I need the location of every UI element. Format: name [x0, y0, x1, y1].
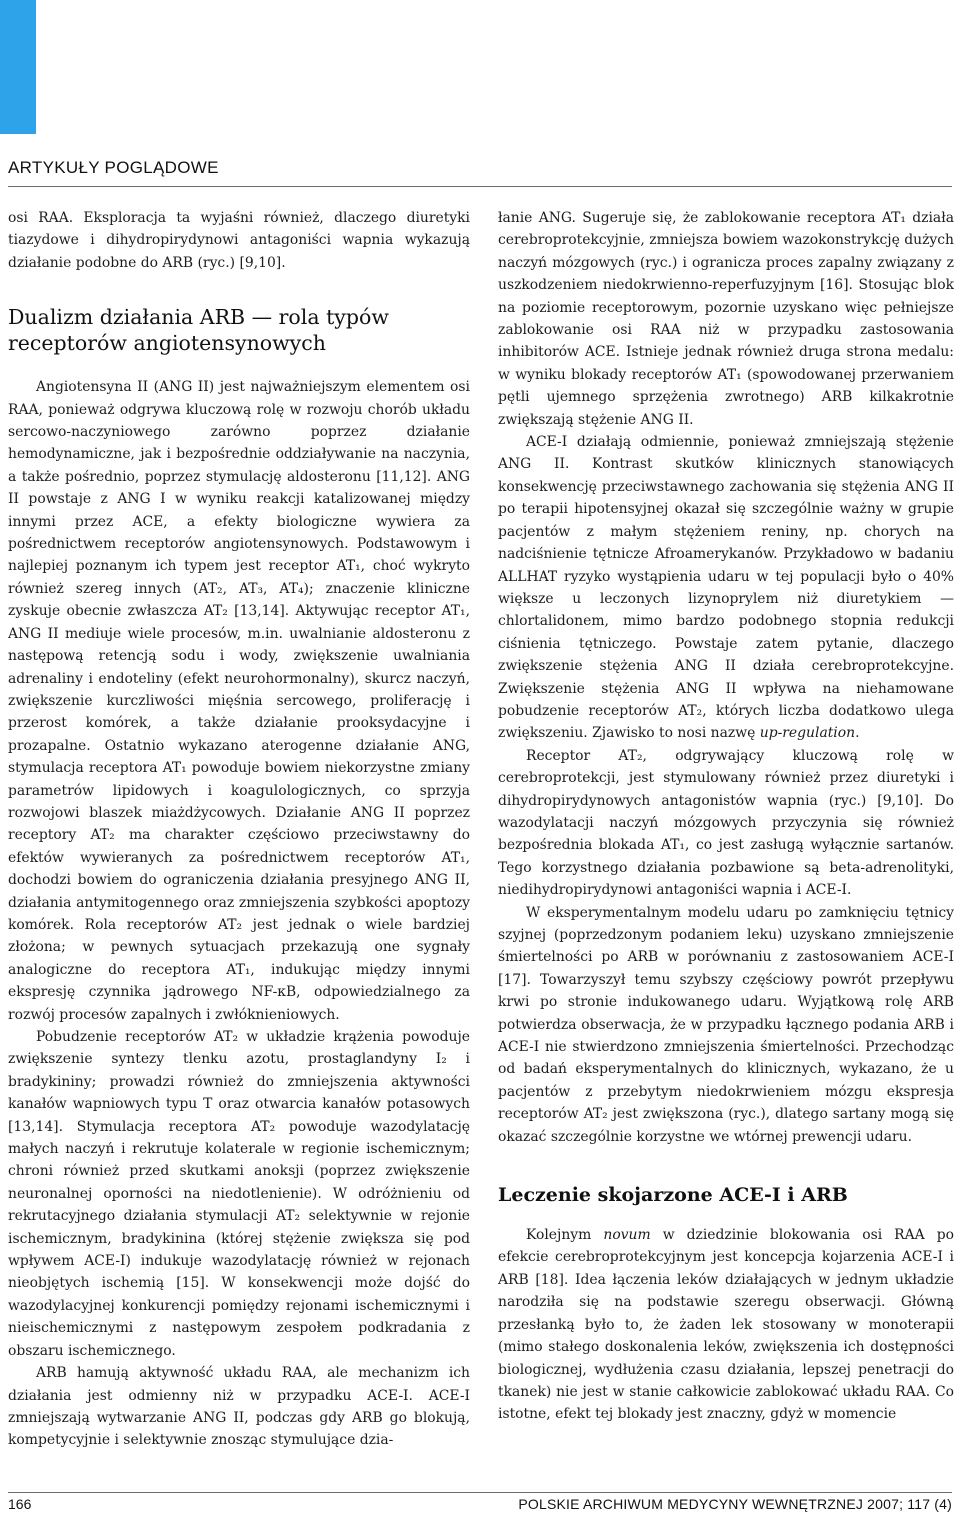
paragraph: ARB hamują aktywność układu RAA, ale mechanizm ich działania jest odmienny niż w przypadku ACE-I. ACE-I zmniejszają wytwarzanie ANG II, podczas gdy ARB go blokują, kompetycyjnie i selektywnie znosząc stymulujące dzia- — [8, 1365, 470, 1449]
footer-rule — [8, 1492, 952, 1493]
paragraph: Receptor AT₂, odgrywający kluczową rolę w cerebroprotekcji, jest stymulowany również przez diuretyki i dihydropirydynowych antagonistów wapnia (ryc.) [9,10]. Do wazodylatacji naczyń mózgowych przyczynia się również bezpośrednia blokada AT₁, co jest zasługą wyłącznie sartanów. Tego korzystnego działania pozbawione są beta-adrenolityki, niedihydropirydynowi antagoniści wapnia i ACE-I. — [498, 747, 954, 899]
header-rule — [8, 186, 952, 187]
paragraph: Angiotensyna II (ANG II) jest najważniejszym elementem osi RAA, ponieważ odgrywa kluczową rolę w rozwoju chorób układu sercowo-naczyniowego zarówno poprzez działanie hemodynamiczne, jak i bezpośrednie oddziaływanie na naczynia, a także pośrednio, poprzez stymulację aldosteronu [11,12]. ANG II powstaje z ANG I w wyniku reakcji katalizowanej między innymi przez ACE, a efekty biologiczne wywiera za pośrednictwem receptorów angiotensynowych. Podstawowym i najlepiej poznanym ich typem jest receptor AT₁, choć wykryto również szereg innych (AT₂, AT₃, AT₄); znaczenie kliniczne zyskuje obecnie zwłaszcza AT₂ [13,14]. Aktywując receptor AT₁, ANG II mediuje wiele procesów, m.in. uwalnianie aldosteronu z następową retencją sodu i wody, zwiększenie uwalniania adrenaliny i endoteliny (efekt neurohormonalny), skurcz naczyń, zwiększenie kurczliwości mięśnia sercowego, proliferację i przerost komórek, a także działanie prooksydacyjne i prozapalne. Ostatnio wykazano aterogenne działanie ANG, stymulacja receptora AT₁ powoduje bowiem niekorzystne zmiany parametrów lipidowych i koagulologicznych, co sprzyja rozwojowi blaszek miażdżycowych. Działanie ANG II poprzez receptory AT₂ ma charakter częściowo przeciwstawny do efektów wywieranych za pośrednictwem receptorów AT₁, dochodzi bowiem do ograniczenia działania presyjnego ANG II, działania antymitogennego oraz zmniejszenia szybkości apoptozy komórek. Rola receptorów AT₂ jest jednak o wiele bardziej złożona; w pewnych sytuacjach przekazują one sygnały analogiczne do receptora AT₁, indukując między innymi ekspresję czynnika jądrowego NF-κB, odpowiedzialnego za rozwój procesów zapalnych i zwłóknieniowych. — [8, 379, 470, 1023]
paragraph-end: . — [855, 725, 860, 742]
term-italic: novum — [603, 1227, 651, 1244]
paragraph: W eksperymentalnym modelu udaru po zamknięciu tętnicy szyjnej (poprzedzonym podaniem leku) uzyskano zmniejszenie śmiertelności po ARB w porównaniu z zastosowaniem ACE-I [17]. Towarzyszył temu szybszy częściowy powrót przepływu krwi po stronie indukowanego udaru. Wyjątkową rolę ARB potwierdza obserwacja, że w przypadku łącznego podania ARB i ACE-I nie stwierdzono zmniejszenia śmiertelności. Przechodząc od badań eksperymentalnych do klinicznych, wykazano, że u pacjentów z przebytym niedokrwieniem mózgu ekspresja receptorów AT₂ jest zwiększona (ryc.), dlatego sartany mogą się okazać szczególnie korzystne we wtórnej prewencji udaru. — [498, 904, 954, 1145]
section-heading: Leczenie skojarzone ACE-I i ARB — [498, 1184, 848, 1207]
paragraph — [498, 431, 954, 745]
paragraph-text: w dziedzinie blokowania osi RAA po efekcie cerebroprotekcyjnym jest koncepcja kojarzenia ACE-I i ARB [18]. Idea łączenia leków działających w jednym układzie narodziła się na podstawie szeregu obserwacji. Główną przesłanką było to, że żaden lek stosowany w monoterapii (mimo stałego doskonalenia leków, zwiększenia ich dostępności biologicznej, wydłużenia czasu działania, lepszej penetracji do tkanek) nie jest w stanie całkowicie zablokować układu RAA. Co istotne, efekt tej blokady jest znaczny, gdyż w momencie — [498, 1227, 954, 1423]
journal-citation: POLSKIE ARCHIWUM MEDYCYNY WEWNĘTRZNEJ 2007; 117 (4) — [518, 1496, 952, 1512]
paragraph-text: ACE-I działają odmiennie, ponieważ zmniejszają stężenie ANG II. Kontrast skutków klinicznych stanowiących konsekwencję przeciwstawnego zachowania się stężenia ANG II po terapii hipotensyjnej okazał się szczególnie ważny w grupie pacjentów z małym stężeniem reniny, np. chorych na nadciśnienie tętnicze Afroamerykanów. Przykładowo w badaniu ALLHAT ryzyko wystąpienia udaru w tej populacji było o 40% większe u leczonych lizynoprylem niż diuretykiem — chlortalidonem, mimo bardzo podobnego stopnia redukcji ciśnienia tętniczego. Powstaje zatem pytanie, dlaczego zwiększenie stężenia ANG II działa cerebroprotekcyjne. Zwiększenie stężenia ANG II wpływa na niehamowane pobudzenie receptorów AT₂, których liczba dodatkowo ulega zwiększeniu. Zjawisko to nosi nazwę — [498, 434, 954, 742]
section-heading: Dualizm działania ARB — rola typów receptorów angiotensynowych — [8, 305, 389, 356]
section-label: ARTYKUŁY POGLĄDOWE — [8, 158, 219, 177]
paragraph: Pobudzenie receptorów AT₂ w układzie krążenia powoduje zwiększenie syntezy tlenku azotu, prostaglandyny I₂ i bradykininy; prowadzi również do zmniejszenia aktywności kanałów wapniowych typu T oraz otwarcia kanałów potasowych [13,14]. Stymulacja receptora AT₂ powoduje wazodylatację małych naczyń i rekrutuje kolaterale w regionie ischemicznym; chroni również przed skutkami anoksji (poprzez zwiększenie neuronalnej oporności na niedotlenienie). W odróżnieniu od rekrutacyjnego działania stymulacji AT₂ selektywnie w rejonie ischemicznym, bradykinina (której stężenie zwiększa się pod wpływem ACE-I) indukuje wazodylatację również w rejonach nieobjętych ischemią [15]. W konsekwencji może dojść do wazodylacyjnej konkurencji pomiędzy rejonami ischemicznymi i nieischemicznymi z następowym zespołem podkradania z obszaru ischemicznego. — [8, 1029, 470, 1359]
accent-bar — [0, 0, 36, 134]
term-italic: up-regulation — [759, 725, 856, 742]
paragraph: łanie ANG. Sugeruje się, że zablokowanie receptora AT₁ działa cerebroprotekcyjnie, zmniejsza bowiem wazokonstrykcję dużych naczyń mózgowych (ryc.) i ogranicza proces zapalny związany z uszkodzeniem niedokrwienno-reperfuzyjnym [16]. Stosując blok na poziomie receptorowym, pozornie uzyskano więc pełniejsze zablokowanie osi RAA niż w przypadku zastosowania inhibitorów ACE. Istnieje jednak również druga strona medalu: w wyniku blokady receptorów AT₁ (spowodowanej przerwaniem pętli ujemnego sprzężenia zwrotnego) ARB kilkakrotnie zwiększają stężenie ANG II. — [498, 210, 954, 428]
paragraph: osi RAA. Eksploracja ta wyjaśni również, dlaczego diuretyki tiazydowe i dihydropirydynowi antagoniści wapnia wykazują działanie podobne do ARB (ryc.) [9,10]. — [8, 210, 470, 271]
left-column — [8, 207, 470, 1485]
page-number: 166 — [8, 1496, 32, 1512]
paragraph-start: Kolejnym — [526, 1227, 592, 1244]
right-column — [498, 207, 954, 1485]
paragraph — [498, 1224, 954, 1426]
